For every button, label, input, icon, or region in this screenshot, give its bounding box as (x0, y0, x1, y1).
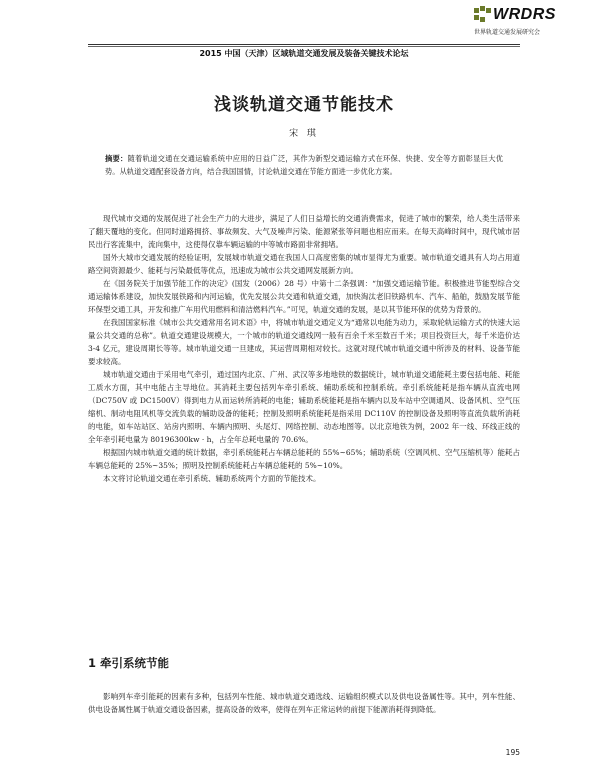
abstract (105, 152, 503, 178)
section-paragraph: 影响列车牵引能耗的因素有多种，包括列车性能、城市轨道交通选线、运输组织模式以及供电设备属性等。其中，列车性能、供电设备属性属于轨道交通设备因素，提高设备的效率，使得在列车正常运转的前提下能源消耗得到降低。 (88, 692, 520, 714)
body-paragraph: 现代城市交通的发展促进了社会生产力的大进步，满足了人们日益增长的交通消费需求，促进了城市的繁荣，给人类生活带来了翻天覆地的变化。但同时道路拥挤、事故频发、大气及噪声污染、能源紧张等问题也相应而来。在每天高峰时间中，现代城市居民出行客流集中，流向集中，这使得仅靠车辆运输的中等城市路面非常拥堵。 (88, 214, 520, 249)
logo-subtitle: 世界轨道交通发展研究会 (474, 29, 541, 36)
header-rule-thin (88, 46, 520, 47)
section-heading: 1 牵引系统节能 (88, 656, 170, 670)
body-paragraph: 根据国内城市轨道交通的统计数据，牵引系统能耗占车辆总能耗的 55%~65%；辅助系统（空调风机、空气压缩机等）能耗占车辆总能耗的 25%~35%；照明及控制系统能耗占车辆总能耗的 5%~10%。 (88, 448, 521, 470)
section-body (88, 690, 520, 716)
paper-title: 浅谈轨道交通节能技术 (214, 95, 394, 115)
body-paragraph: 本文将讨论轨道交通在牵引系统、辅助系统两个方面的节能技术。 (103, 474, 321, 483)
body-paragraph: 国外大城市交通发展的经验证明，发展城市轨道交通在我国人口高度密集的城市显得尤为重要。城市轨道交通具有人均占用道路空间资源最少、能耗与污染最低等优点，迅速成为城市公共交通网发展新方向。 (88, 253, 520, 275)
body-paragraph: 在《国务院关于加强节能工作的决定》(国发（2006）28 号）中第十二条强调：“加强交通运输节能。积极推进节能型综合交通运输体系建设，加快发展铁路和内河运输，优先发展公共交通和轨道交通，加快淘汰老旧铁路机车、汽车、船舶，鼓励发展节能环保型交通工具，开发和推广车用代用燃料和清洁燃料汽车。”可见，轨道交通的发展，是以其节能环保的优势为背景的。 (88, 279, 520, 314)
wrdrs-logo (472, 6, 572, 46)
body-paragraph: 在我国国家标准《城市公共交通常用名词术语》中，将城市轨道交通定义为“通常以电能为动力，采取轮轨运输方式的快速大运量公共交通的总称”。轨道交通建设规模大，一个城市的轨道交通线网一般有百余千米至数百千米；项目投资巨大，每千米造价达 3-4 亿元，建设周期长等等。城市轨道交通一旦建成，其运营周期相对较长。这就对现代城市轨道交通中所涉及的材料、设备节能要求较高。 (88, 318, 520, 366)
page-number: 195 (505, 748, 520, 757)
header-rule (88, 44, 520, 45)
body-paragraph: 城市轨道交通由于采用电气牵引，通过国内北京、广州、武汉等多地地铁的数据统计，城市轨道交通能耗主要包括电能、耗能工质水方面，其中电能占主导地位。其消耗主要包括列车牵引系统、辅助系统和控制系统。牵引系统能耗是指车辆从直流电网（DC750V 或 DC1500V）得到电力从而运转所消耗的电能；辅助系统能耗是指车辆内以及车站中空调通风、设备风机、空气压缩机、制动电阻风机等交流负载的辅助设备的能耗；控制及照明系统能耗是指采用 DC110V 的控制设备及照明等直流负载所消耗的电能，如车站站区、站房内照明、车辆内照明、头尾灯、网络控制、动态地图等。以北京地铁为例，2002 年一线、环线正线的全年牵引耗电量为 80196300kw · h，占全年总耗电量的 70.6%。 (88, 370, 520, 444)
logo-mark-icon (472, 6, 492, 24)
body-text (88, 212, 520, 485)
running-head: 2015 中国（天津）区域轨道交通发展及装备关键技术论坛 (199, 49, 409, 58)
logo-text: WRDRS (493, 6, 556, 23)
abstract-text: 随着轨道交通在交通运输系统中应用的日益广泛，其作为新型交通运输方式在环保、快捷、安全等方面彰显巨大优势。从轨道交通配套设备方向，结合我国国情，讨论轨道交通在节能方面进一步优化方案。 (105, 154, 504, 177)
abstract-label: 摘要： (105, 154, 128, 163)
author-name: 宋 琪 (289, 129, 319, 139)
